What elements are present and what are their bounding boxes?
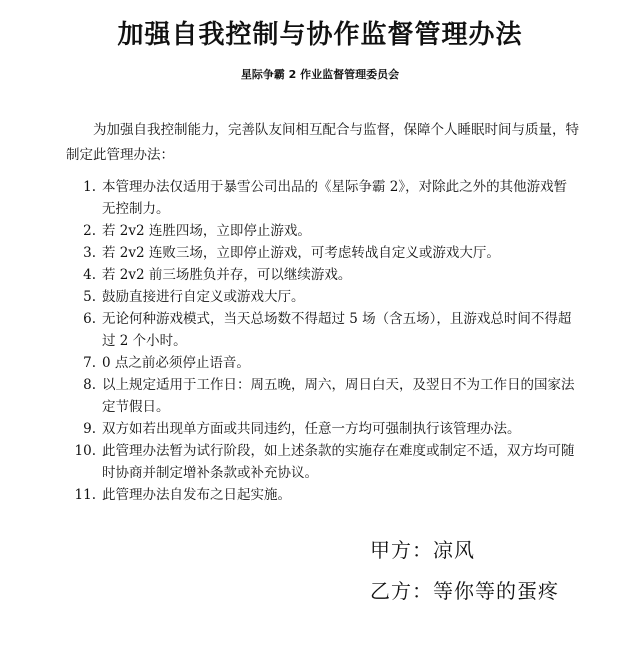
rule-number: 2. [83,223,96,239]
rule-number: 11. [74,487,96,503]
rule-text: 若 2v2 连败三场，立即停止游戏，可考虑转战自定义或游戏大厅。 [102,245,500,261]
list-item [70,264,580,286]
rule-number: 6. [83,311,96,327]
rule-number: 1. [83,179,96,195]
rule-number: 5. [83,289,96,305]
list-item [70,374,580,418]
list-item [70,242,580,264]
rule-number: 3. [83,245,96,261]
rule-text: 此管理办法暂为试行阶段，如上述条款的实施存在难度或制定不适，双方均可随时协商并制定增补条款或补充协议。 [102,443,575,481]
document-title: 加强自我控制与协作监督管理办法 [117,20,523,50]
list-item [70,176,580,220]
list-item [70,440,580,484]
list-item [70,308,580,352]
rule-number: 8. [83,377,96,393]
rule-text: 无论何种游戏模式，当天总场数不得超过 5 场（含五场），且游戏总时间不得超过 2 个小时。 [102,311,572,349]
list-item [70,352,580,374]
rule-text: 若 2v2 前三场胜负并存，可以继续游戏。 [102,267,352,283]
rules-list [70,176,580,506]
rule-text: 若 2v2 连胜四场，立即停止游戏。 [102,223,311,239]
intro-paragraph: 为加强自我控制能力，完善队友间相互配合与监督，保障个人睡眠时间与质量，特制定此管理办法： [66,122,579,163]
rule-text: 本管理办法仅适用于暴雪公司出品的《星际争霸 2》，对除此之外的其他游戏暂无控制力。 [102,179,568,217]
rule-text: 以上规定适用于工作日：周五晚，周六，周日白天，及翌日不为工作日的国家法定节假日。 [102,377,575,415]
party-a-signature: 甲方：凉风 [370,538,475,562]
rule-number: 4. [83,267,96,283]
rule-text: 鼓励直接进行自定义或游戏大厅。 [102,289,305,305]
rule-number: 7. [83,355,96,371]
rule-number: 9. [83,421,96,437]
document-subtitle: 星际争霸 2 作业监督管理委员会 [240,68,400,81]
rule-text: 0 点之前必须停止语音。 [102,355,250,371]
list-item [70,484,580,506]
list-item [70,286,580,308]
party-b-signature: 乙方：等你等的蛋疼 [370,579,559,603]
rule-text: 双方如若出现单方面或共同违约，任意一方均可强制执行该管理办法。 [102,421,521,437]
list-item [70,418,580,440]
rule-text: 此管理办法自发布之日起实施。 [102,487,291,503]
rule-number: 10. [74,443,96,459]
list-item [70,220,580,242]
